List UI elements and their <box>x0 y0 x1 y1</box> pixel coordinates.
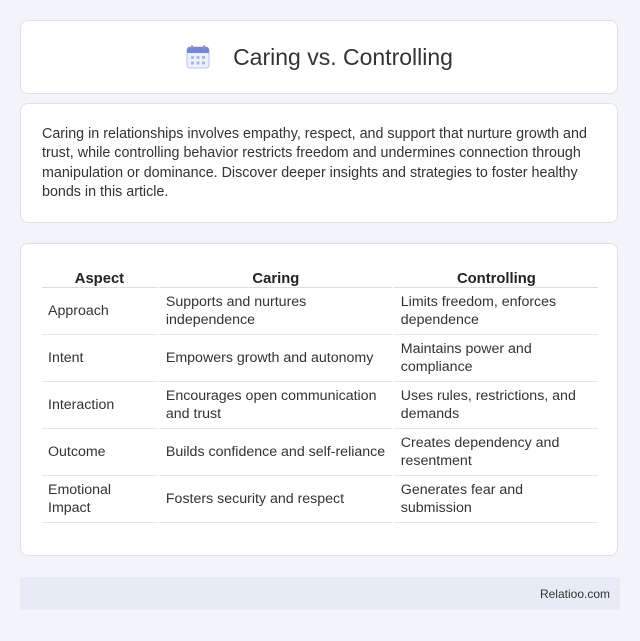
table-row <box>42 288 598 335</box>
controlling-cell: Generates fear and submission <box>392 476 598 523</box>
table-row <box>42 429 598 476</box>
intro-card <box>20 103 618 223</box>
controlling-cell: Uses rules, restrictions, and demands <box>392 382 598 429</box>
caring-cell: Empowers growth and autonomy <box>157 335 392 382</box>
caring-cell: Fosters security and respect <box>157 476 392 523</box>
caring-cell: Supports and nurtures independence <box>157 288 392 335</box>
calendar-icon <box>185 44 211 70</box>
aspect-cell: Interaction <box>42 382 157 429</box>
intro-text: Caring in relationships involves empathy, respect, and support that nurture growth and trust, while controlling behavior restricts freedom and undermines connection through manipulation or dominance. Discover deeper insights and strategies to foster healthy bonds in this article. <box>42 126 587 200</box>
aspect-cell: Outcome <box>42 429 157 476</box>
table-header-row <box>42 265 598 288</box>
footer <box>20 577 620 610</box>
aspect-cell: Intent <box>42 335 157 382</box>
caring-cell: Encourages open communication and trust <box>157 382 392 429</box>
aspect-cell: Emotional Impact <box>42 476 157 523</box>
column-header-aspect: Aspect <box>42 265 157 288</box>
controlling-cell: Creates dependency and resentment <box>392 429 598 476</box>
caring-cell: Builds confidence and self-reliance <box>157 429 392 476</box>
title-card <box>20 20 618 94</box>
comparison-card <box>20 243 618 556</box>
column-header-controlling: Controlling <box>392 265 598 288</box>
table-row <box>42 335 598 382</box>
comparison-table <box>42 265 598 523</box>
controlling-cell: Limits freedom, enforces dependence <box>392 288 598 335</box>
controlling-cell: Maintains power and compliance <box>392 335 598 382</box>
aspect-cell: Approach <box>42 288 157 335</box>
page-title: Caring vs. Controlling <box>233 43 453 70</box>
footer-site-link[interactable]: Relatioo.com <box>539 586 610 601</box>
table-row <box>42 382 598 429</box>
column-header-caring: Caring <box>157 265 392 288</box>
table-row <box>42 476 598 523</box>
